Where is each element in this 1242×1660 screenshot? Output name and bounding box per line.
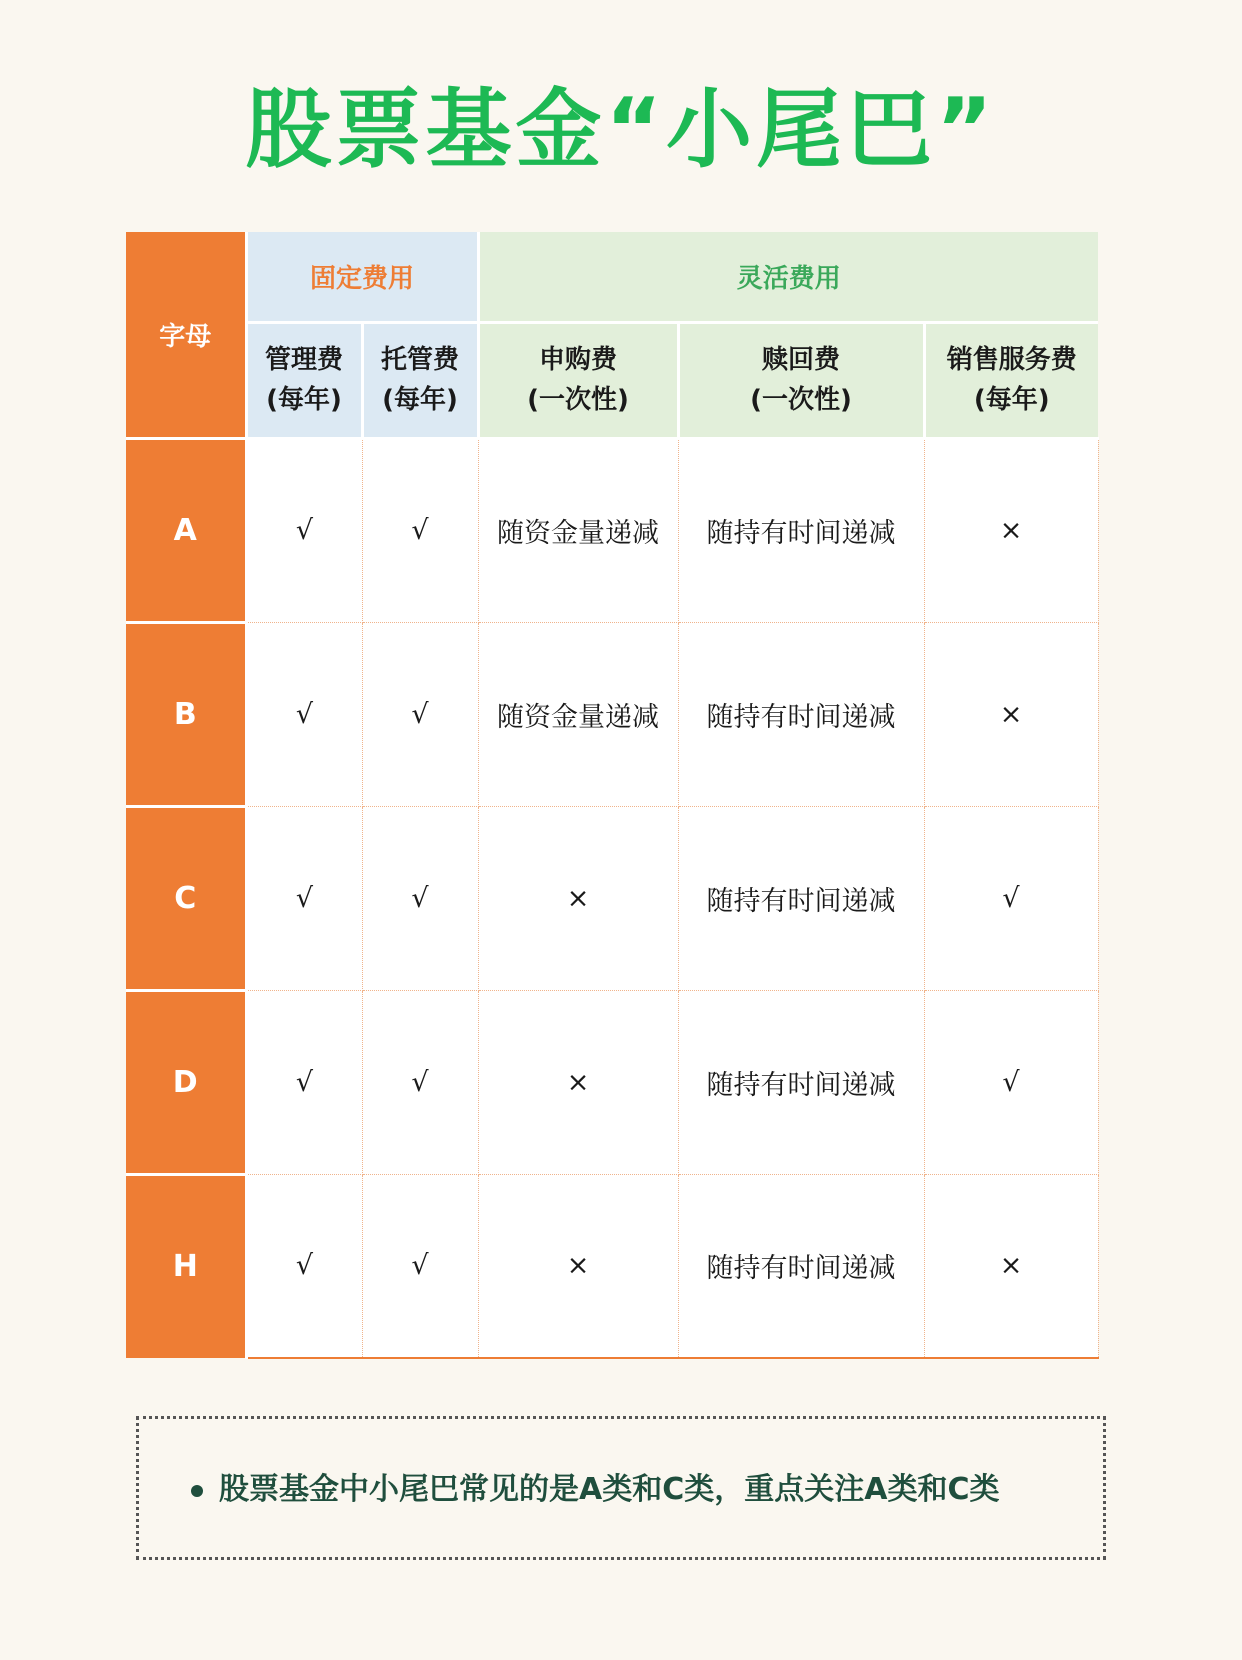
table-cell: 随持有时间递减 <box>678 990 924 1174</box>
row-letter: A <box>126 438 246 622</box>
row-letter: B <box>126 622 246 806</box>
group-header-row <box>126 232 1098 322</box>
table-cell: 随持有时间递减 <box>678 1174 924 1358</box>
table-row <box>126 806 1098 990</box>
table-cell: 随持有时间递减 <box>678 438 924 622</box>
sub-header-row <box>126 322 1098 438</box>
header-line: (每年) <box>973 385 1050 415</box>
header-line: (每年) <box>266 385 342 415</box>
row-letter: D <box>126 990 246 1174</box>
header-line: (一次性) <box>750 385 852 415</box>
bullet-icon <box>191 1485 203 1497</box>
redemption-fee-header <box>678 322 924 438</box>
table-cell: × <box>478 990 678 1174</box>
header-line: 托管费 <box>381 345 460 375</box>
table-cell: 随资金量递减 <box>478 622 678 806</box>
flexible-fees-header: 灵活费用 <box>478 232 1098 322</box>
header-line: 赎回费 <box>762 345 841 375</box>
table-cell: × <box>924 1174 1098 1358</box>
header-line: 申购费 <box>539 345 618 375</box>
subscription-fee-header <box>478 322 678 438</box>
row-letter: C <box>126 806 246 990</box>
row-letter: H <box>126 1174 246 1358</box>
table-cell: × <box>924 438 1098 622</box>
table-row <box>126 438 1098 622</box>
table-cell: √ <box>246 990 362 1174</box>
header-line: (一次性) <box>527 385 629 415</box>
table-cell: √ <box>924 806 1098 990</box>
table-cell: √ <box>246 622 362 806</box>
custody-fee-header <box>362 322 478 438</box>
fee-table <box>126 232 1099 1359</box>
table-cell: √ <box>362 622 478 806</box>
fixed-fees-header: 固定费用 <box>246 232 478 322</box>
note-text: 股票基金中小尾巴常见的是A类和C类，重点关注A类和C类 <box>219 1472 1000 1507</box>
table-cell: √ <box>246 438 362 622</box>
table-cell: √ <box>362 990 478 1174</box>
page-title: 股票基金“小尾巴” <box>245 80 997 180</box>
table-row <box>126 1174 1098 1358</box>
header-line: 管理费 <box>264 345 343 375</box>
table-cell: × <box>924 622 1098 806</box>
table-cell: 随持有时间递减 <box>678 806 924 990</box>
table-row <box>126 622 1098 806</box>
table-cell: √ <box>362 438 478 622</box>
table-cell: √ <box>924 990 1098 1174</box>
table-row <box>126 990 1098 1174</box>
header-line: 销售服务费 <box>946 345 1077 375</box>
table-cell: 随资金量递减 <box>478 438 678 622</box>
management-fee-header <box>246 322 362 438</box>
sales-service-fee-header <box>924 322 1098 438</box>
table-cell: √ <box>362 806 478 990</box>
table-cell: √ <box>246 1174 362 1358</box>
note-box <box>136 1416 1106 1560</box>
table-cell: √ <box>362 1174 478 1358</box>
table-cell: 随持有时间递减 <box>678 622 924 806</box>
table-cell: √ <box>246 806 362 990</box>
table-cell: × <box>478 806 678 990</box>
table-cell: × <box>478 1174 678 1358</box>
letter-header: 字母 <box>126 232 246 438</box>
header-line: (每年) <box>382 385 458 415</box>
